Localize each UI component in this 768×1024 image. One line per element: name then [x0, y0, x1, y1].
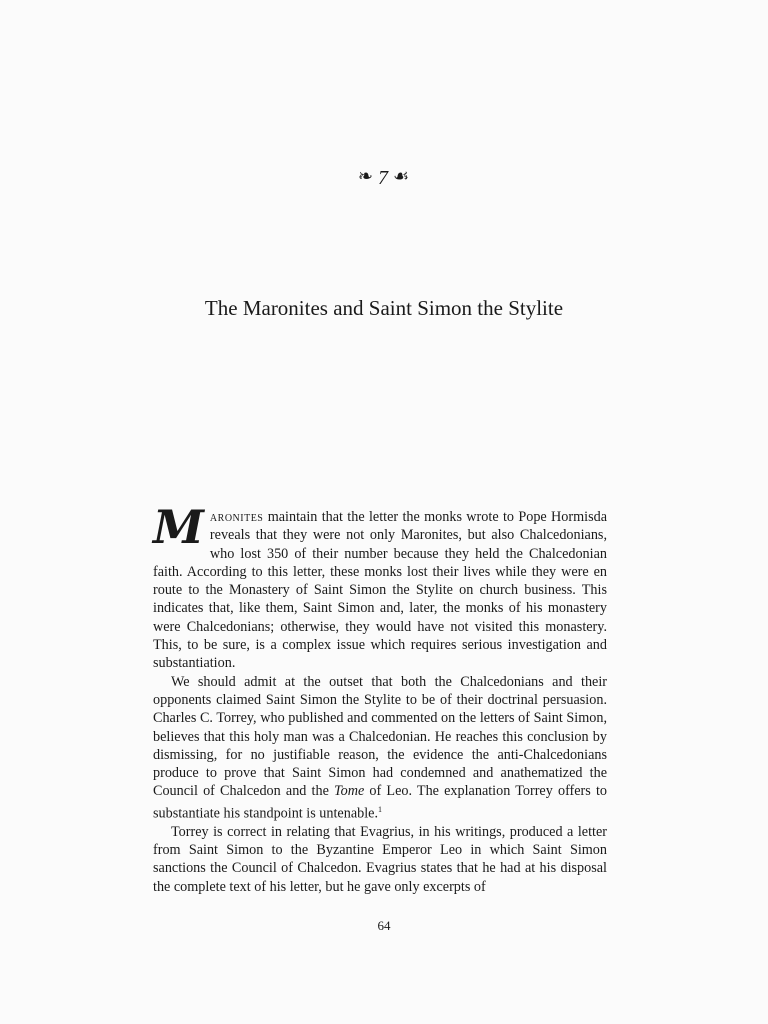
paragraph-1-text: maintain that the letter the monks wrote to Pope Hormisda reveals that they were not only Maronites, but also Chalcedonians, who lost 350 of their number because they held the Chalcedonian faith. According to this letter, these monks lost their lives while they were en route to the Monastery of Saint Simon the Stylite on church business. This indicates that, like them, Saint Simon and, later, the monks of his monastery were Chalcedonians; otherwise, they would have not visited this monastery. This, to be sure, is a complex issue which requires serious investigation and substantiation. [153, 509, 607, 672]
paragraph-2 [153, 673, 607, 823]
footnote-ref: 1 [378, 804, 382, 814]
paragraph-3: Torrey is correct in relating that Evagrius, in his writings, produced a letter from Saint Simon to the Byzantine Emperor Leo in which Saint Simon sanctions the Council of Chalcedon. Evagrius states that he had at his disposal the complete text of his letter, but he gave only excerpts of [153, 823, 607, 895]
paragraph-2-text-a: We should admit at the outset that both the Chalcedonians and their opponents claimed Saint Simon the Stylite to be of their doctrinal persuasion. Charles C. Torrey, who published and commented on the letters of Saint Simon, believes that this holy man was a Chalcedonian. He reaches this conclusion by dismissing, for no justifiable reason, the evidence the anti-Chalcedonians produce to prove that Saint Simon had condemned and anathematized the Council of Chalcedon and the [153, 673, 607, 800]
drop-cap: M [153, 500, 204, 554]
tome-italic: Tome [334, 783, 365, 800]
body-text [153, 500, 608, 896]
ornament-right-icon: ☙ [392, 166, 411, 186]
chapter-number-heading [0, 166, 768, 190]
paragraph-1 [153, 500, 607, 673]
paragraph-2-text-b: of Leo. The explanation Torrey offers to substantiate his standpoint is untenable. [153, 783, 608, 822]
page-number: 64 [377, 918, 391, 933]
chapter-title: The Maronites and Saint Simon the Stylite [204, 296, 564, 320]
opening-small-caps: aronites [209, 509, 264, 525]
ornament-left-icon: ❧ [357, 166, 374, 186]
chapter-number: 7 [377, 167, 389, 189]
